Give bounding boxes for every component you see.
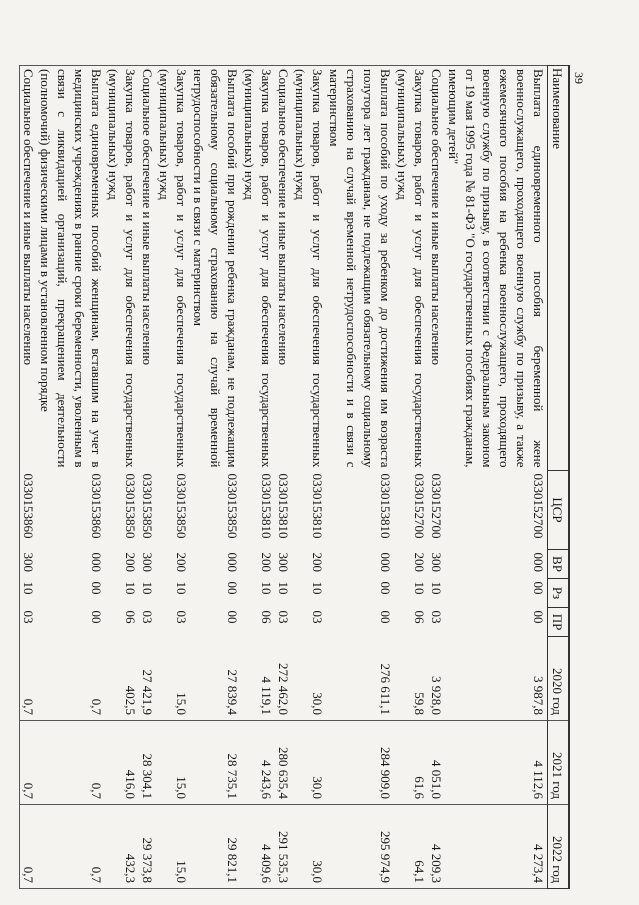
row-rz: 10 xyxy=(276,581,291,595)
row-name: Закупка товаров, работ и услуг для обеспечения государственных (муниципальных) нужд xyxy=(156,66,190,471)
row-value-2022: 29 373,8 xyxy=(139,805,156,889)
rotated-page-content xyxy=(21,65,570,883)
row-vr: 200 xyxy=(123,552,138,572)
row-name: Выплата единовременного пособия беременной жене военнослужащего, проходящего военную службу по призыву, а также ежемесячного пособия на ребенка военнослужащего, проходящего военную службу по призыву, в соответствии с Федеральным законом от 19 мая 1995 года № 81-ФЗ "О государственных пособиях гражданам, имеющим детей" xyxy=(445,66,548,471)
row-rz: 00 xyxy=(89,581,104,595)
row-value-2021: 30,0 xyxy=(292,721,326,805)
table-row xyxy=(105,66,139,889)
table-row xyxy=(241,66,275,889)
row-value-2022: 291 535,3 xyxy=(275,805,292,889)
row-value-2022: 4 209,3 xyxy=(428,805,445,889)
header-csr: ЦСР xyxy=(548,471,570,550)
row-pr: 03 xyxy=(140,610,155,624)
row-value-2022: 4 273,4 xyxy=(445,805,548,889)
row-value-2020: 276 611,1 xyxy=(326,637,394,721)
row-rz: 10 xyxy=(259,581,274,595)
row-csr: 0330153850 xyxy=(225,473,240,539)
row-value-2022: 0,7 xyxy=(37,805,105,889)
row-value-2022: 4 409,6 xyxy=(241,805,275,889)
row-vr: 000 xyxy=(89,552,104,572)
row-pr: 00 xyxy=(531,610,546,624)
row-name: Выплата пособий при рождении ребенка гражданам, не подлежащим обязательному социальному страхованию на случай временной нетрудоспособности и в связи с материнством xyxy=(190,66,241,471)
table-row xyxy=(292,66,326,889)
row-csr: 0330153810 xyxy=(310,473,325,539)
row-value-2020: 272 462,0 xyxy=(275,637,292,721)
header-year-2020: 2020 год xyxy=(548,637,570,721)
row-rz: 10 xyxy=(20,579,38,608)
table-row xyxy=(428,66,445,889)
row-vr: 200 xyxy=(174,552,189,572)
row-vr: 200 xyxy=(259,552,274,572)
row-value-2021: 284 909,0 xyxy=(326,721,394,805)
row-value-2022: 15,0 xyxy=(156,805,190,889)
row-pr: 03 xyxy=(429,610,444,624)
row-vr: 300 xyxy=(276,552,291,572)
row-csr: 0330153850 xyxy=(174,473,189,539)
row-value-2022: 64,1 xyxy=(394,805,428,889)
row-value-2020: 4 119,1 xyxy=(241,637,275,721)
header-vr: ВР xyxy=(548,550,570,579)
row-value-2020: 15,0 xyxy=(156,637,190,721)
row-value-2022: 30,0 xyxy=(292,805,326,889)
row-name: Выплата пособий по уходу за ребенком до достижения им возраста полутора лет гражданам, не подлежащим обязательному социальному страхованию на случай временной нетрудоспособности и в связи с материнством xyxy=(326,66,394,471)
row-value-2021: 0,7 xyxy=(20,721,38,805)
header-year-2021: 2021 год xyxy=(548,721,570,805)
row-name: Закупка товаров, работ и услуг для обеспечения государственных (муниципальных) нужд xyxy=(241,66,275,471)
row-pr: 06 xyxy=(412,610,427,624)
header-name: Наименование xyxy=(548,66,570,471)
row-csr: 0330153860 xyxy=(89,473,104,539)
row-value-2021: 280 635,4 xyxy=(275,721,292,805)
row-name: Социальное обеспечение и иные выплаты населению xyxy=(275,66,292,471)
row-pr: 00 xyxy=(225,610,240,624)
table-row xyxy=(445,66,548,889)
row-vr: 300 xyxy=(20,550,38,579)
row-value-2020: 27 421,9 xyxy=(139,637,156,721)
row-rz: 00 xyxy=(531,581,546,595)
row-value-2020: 402,5 xyxy=(105,637,139,721)
row-csr: 0330152700 xyxy=(429,473,444,539)
header-year-2022: 2022 год xyxy=(548,805,570,889)
row-name: Социальное обеспечение и иные выплаты населению xyxy=(428,66,445,471)
row-pr: 00 xyxy=(378,610,393,624)
row-name: Выплата единовременных пособий женщинам, вставшим на учет в медицинских учреждениях в ранние сроки беременности, уволенным в связи с ликвидацией организаций, прекращением деятельности (полномочий) физическими лицами в установленном порядке xyxy=(37,66,105,471)
row-value-2021: 15,0 xyxy=(156,721,190,805)
row-vr: 000 xyxy=(531,552,546,572)
row-rz: 10 xyxy=(310,581,325,595)
row-value-2020: 0,7 xyxy=(20,637,38,721)
table-row xyxy=(275,66,292,889)
row-rz: 10 xyxy=(174,581,189,595)
row-rz: 10 xyxy=(140,581,155,595)
table-row xyxy=(190,66,241,889)
row-vr: 200 xyxy=(310,552,325,572)
header-rz: Рз xyxy=(548,579,570,608)
row-csr: 0330153810 xyxy=(378,473,393,539)
row-csr: 0330153810 xyxy=(259,473,274,539)
row-pr: 03 xyxy=(276,610,291,624)
row-pr: 06 xyxy=(123,610,138,624)
row-pr: 03 xyxy=(310,610,325,624)
row-value-2021: 4 243,6 xyxy=(241,721,275,805)
row-rz: 00 xyxy=(378,581,393,595)
row-pr: 06 xyxy=(259,610,274,624)
row-value-2022: 432,3 xyxy=(105,805,139,889)
row-vr: 200 xyxy=(412,552,427,572)
row-rz: 10 xyxy=(429,581,444,595)
row-vr: 000 xyxy=(378,552,393,572)
row-value-2022: 29 821,1 xyxy=(190,805,241,889)
table-row xyxy=(139,66,156,889)
row-value-2020: 27 839,4 xyxy=(190,637,241,721)
row-csr: 0330152700 xyxy=(531,473,546,539)
row-value-2021: 28 735,1 xyxy=(190,721,241,805)
row-name: Закупка товаров, работ и услуг для обеспечения государственных (муниципальных) нужд xyxy=(394,66,428,471)
table-row xyxy=(37,66,105,889)
row-value-2020: 0,7 xyxy=(37,637,105,721)
row-name: Социальное обеспечение и иные выплаты населению xyxy=(139,66,156,471)
row-vr: 300 xyxy=(140,552,155,572)
row-value-2022: 0,7 xyxy=(20,805,38,889)
budget-table xyxy=(19,65,570,889)
row-pr: 03 xyxy=(20,608,38,637)
row-value-2021: 28 304,1 xyxy=(139,721,156,805)
row-value-2021: 61,6 xyxy=(394,721,428,805)
row-value-2020: 59,8 xyxy=(394,637,428,721)
row-value-2022: 295 974,9 xyxy=(326,805,394,889)
table-row xyxy=(394,66,428,889)
row-value-2020: 3 987,8 xyxy=(445,637,548,721)
row-csr: 0330153850 xyxy=(140,473,155,539)
row-csr: 0330152700 xyxy=(412,473,427,539)
table-row xyxy=(326,66,394,889)
row-name: Социальное обеспечение и иные выплаты населению xyxy=(20,66,38,471)
row-pr: 00 xyxy=(89,610,104,624)
table-row xyxy=(20,66,38,889)
row-csr: 0330153850 xyxy=(123,473,138,539)
row-value-2020: 30,0 xyxy=(292,637,326,721)
table-row xyxy=(156,66,190,889)
row-value-2021: 4 051,0 xyxy=(428,721,445,805)
header-pr: ПР xyxy=(548,608,570,637)
row-value-2021: 4 112,6 xyxy=(445,721,548,805)
row-pr: 03 xyxy=(174,610,189,624)
row-rz: 10 xyxy=(123,581,138,595)
row-name: Закупка товаров, работ и услуг для обеспечения государственных (муниципальных) нужд xyxy=(105,66,139,471)
row-csr: 0330153860 xyxy=(20,471,38,550)
row-vr: 300 xyxy=(429,552,444,572)
row-value-2021: 0,7 xyxy=(37,721,105,805)
row-name: Закупка товаров, работ и услуг для обеспечения государственных (муниципальных) нужд xyxy=(292,66,326,471)
row-rz: 00 xyxy=(225,581,240,595)
table-header-row xyxy=(548,66,570,889)
row-value-2021: 416,0 xyxy=(105,721,139,805)
row-value-2020: 3 928,0 xyxy=(428,637,445,721)
row-vr: 000 xyxy=(225,552,240,572)
row-rz: 10 xyxy=(412,581,427,595)
page-number: 39 xyxy=(572,72,586,84)
row-csr: 0330153810 xyxy=(276,473,291,539)
